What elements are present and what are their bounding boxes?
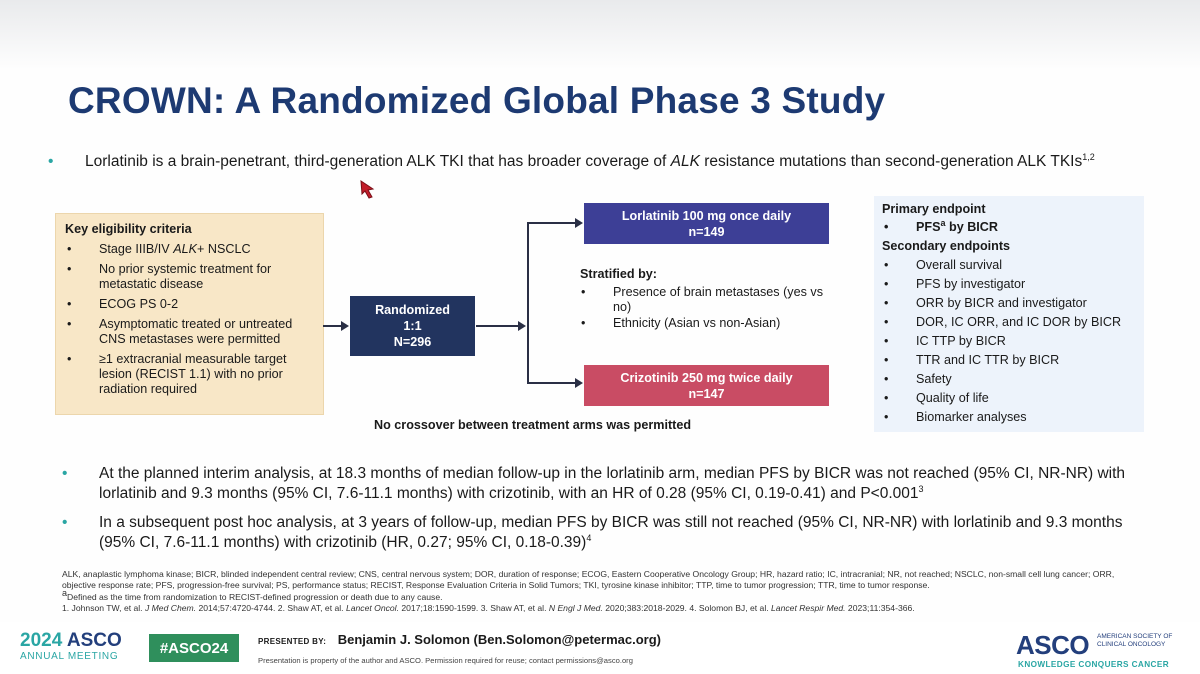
stratification-block	[580, 267, 840, 332]
intro-text: Lorlatinib is a brain-penetrant, third-generation ALK TKI that has broader coverage of ALK resistance mutations than second-generation ALK TKIs$^{1,2}$	[85, 151, 1095, 170]
secondary-endpoint-item: • PFS by investigator	[882, 277, 1144, 296]
bullet-dot: •	[62, 514, 68, 531]
secondary-endpoints-list	[882, 258, 1144, 429]
secondary-endpoint-item: • IC TTP by BICR	[882, 334, 1144, 353]
randomized-box	[350, 296, 475, 356]
randomized-n: N=296	[393, 335, 432, 349]
secondary-endpoint-item: • Quality of life	[882, 391, 1144, 410]
presented-by-label: PRESENTED BY:	[258, 637, 327, 646]
abbreviations: ALK, anaplastic lymphoma kinase; BICR, blinded independent central review; CNS, central nervous system; DOR, duration of response; ECOG, Eastern Cooperative Oncology Group; HR, hazard ratio; IC, intracranial; NR, not reached; NSCLC, non-small cell lung cancer; ORR, objective response rate; PFS, progression-free survival; PS, performance status; RECIST, Response Evaluation Criteria in Solid Tumors; TKI, tyrosine kinase inhibitor; TTP, time to tumor progression; TTR, time to tumor response.	[62, 569, 1115, 591]
randomized-label: Randomized	[375, 303, 450, 317]
slide: CROWN: A Randomized Global Phase 3 Study • Lorlatinib is a brain-penetrant, third-generation ALK TKI that has broader coverage of ALK resistance mutations than second-generation ALK TKIs$^{1,2}$ Key eligibility criteria • Stage IIIB/IV ALK+ NSCLC • No prior systemic treatment for metastatic disease • ECOG PS 0-2 • Asymptomatic treated or untreated CNS metastases were permitted • ≥1 extracranial measurable target lesion (RECIST 1.1) with no prior radiation required Randomized 1:1 N=296 Lorlatinib 100 mg once daily n=149 Stratified by: • Presence of brain metastases (yes vs no) • Ethnicity (Asian vs non-Asian) Crizotinib 250 mg twice daily n=147 No crossover between treatment arms was permitted Primary endpoint • PFS$^a$ by BICR Secondary endpoints • Overall survival • PFS by investigator • ORR by BICR and investigator • DOR, IC ORR, and IC DOR by BICR • IC TTP by BICR • TTR and IC TTR by BICR • Safety • Quality of life • Biomarker analyses • At the planned interim analysis, at 18.3 months of median follow-up in the lorlatinib arm, median PFS by BICR was not reached (95% CI, NR-NR) with lorlatinib and 9.3 months (95% CI, 7.6-11.1 months) with crizotinib, with an HR of 0.28 (95% CI, 0.19-0.41) and $P<0.001^3$ • In a subsequent post hoc analysis, at 3 years of follow-up, median PFS by BICR was still not reached (95% CI, NR-NR) with lorlatinib and 9.3 months (95% CI, 7.6-11.1 months) with crizotinib (HR, 0.27; 95% CI, 0.18-0.39)$^4$ ALK, anaplastic lymphoma kinase; BICR, blinded independent central review; CNS, central nervous system; DOR, duration of response; ECOG, Eastern Cooperative Oncology Group; HR, hazard ratio; IC, intracranial; NR, not reached; NSCLC, non-small cell lung cancer; ORR, objective response rate; PFS, progression-free survival; PS, performance status; RECIST, Response Evaluation Criteria in Solid Tumors; TKI, tyrosine kinase inhibitor; TTP, time to tumor progression; TTR, time to tumor response. $^a$Defined as the time from randomization to RECIST-defined progression or death due to any cause. 1. Johnson TW, et al. J Med Chem. 2014;57:4720-4744. 2. Shaw AT, et al. Lancet Oncol. 2017;18:1590-1599. 3. Shaw AT, et al. N Engl J Med. 2020;383:2018-2029. 4. Solomon BJ, et al. Lancet Respir Med. 2023;11:354-366. 2024 ASCO ANNUAL MEETING #ASCO24 PRESENTED BY: Benjamin J. Solomon (Ben.Solomon@petermac.org) Presentation is property of the author and ASCO. Permission required for reuse; contact permissions@asco.org ASCO AMERICAN SOCIETY OF CLINICAL ONCOLOGY KNOWLEDGE CONQUERS CANCER	[0, 0, 1200, 674]
property-note: Presentation is property of the author and ASCO. Permission required for reuse; contact permissions@asco.org	[258, 656, 633, 665]
flow-branch-bottom	[527, 382, 576, 384]
references: 1. Johnson TW, et al. J Med Chem. 2014;57:4720-4744. 2. Shaw AT, et al. Lancet Oncol. 2017;18:1590-1599. 3. Shaw AT, et al. N Engl J Med. 2020;383:2018-2029. 4. Solomon BJ, et al. Lancet Respir Med. 2023;11:354-366.	[62, 603, 915, 614]
eligibility-list	[65, 242, 317, 402]
finding-posthoc	[62, 513, 1142, 553]
footnotes	[62, 569, 1132, 615]
flow-arrow	[323, 325, 342, 327]
presenter-line	[258, 632, 661, 647]
stratification-item: • Ethnicity (Asian vs non-Asian)	[580, 316, 840, 331]
secondary-endpoint-item: • Biomarker analyses	[882, 410, 1144, 429]
secondary-endpoint-item: • Overall survival	[882, 258, 1144, 277]
secondary-endpoint-item: • DOR, IC ORR, and IC DOR by BICR	[882, 315, 1144, 334]
eligibility-item: • Stage IIIB/IV ALK+ NSCLC	[65, 242, 317, 257]
lorlatinib-arm-n: n=149	[688, 224, 725, 239]
definition-footnote: $^a$Defined as the time from randomization to RECIST-defined progression or death due to any cause.	[62, 587, 443, 602]
primary-endpoint-heading: Primary endpoint	[882, 202, 986, 216]
hashtag-badge: #ASCO24	[149, 634, 239, 662]
finding-interim-text: At the planned interim analysis, at 18.3 months of median follow-up in the lorlatinib arm, median PFS by BICR was not reached (95% CI, NR-NR) with lorlatinib and 9.3 months (95% CI, 7.6-11.1 months) with crizotinib, with an HR of 0.28 (95% CI, 0.19-0.41) and $P<0.001^3$	[99, 465, 1126, 502]
top-shade	[0, 0, 1200, 70]
annual-meeting-logo: 2024 ASCO ANNUAL MEETING	[20, 630, 122, 662]
lorlatinib-arm-label: Lorlatinib 100 mg once daily	[621, 208, 792, 223]
flow-arrow	[476, 325, 519, 327]
primary-endpoint-list	[882, 217, 1144, 239]
flow-arrowhead	[575, 218, 583, 228]
eligibility-item: • Asymptomatic treated or untreated CNS metastases were permitted	[65, 317, 317, 347]
eligibility-item: • ≥1 extracranial measurable target lesion (RECIST 1.1) with no prior radiation required	[65, 352, 317, 397]
slide-title: CROWN: A Randomized Global Phase 3 Study	[68, 80, 886, 121]
eligibility-box	[55, 213, 324, 415]
flow-arrowhead	[518, 321, 526, 331]
eligibility-heading: Key eligibility criteria	[65, 222, 192, 236]
crizotinib-arm-box	[584, 365, 829, 406]
bullet-dot: •	[62, 465, 68, 482]
endpoints-box	[874, 196, 1144, 432]
secondary-endpoint-item: • TTR and IC TTR by BICR	[882, 353, 1144, 372]
flow-branch-top	[527, 222, 576, 224]
secondary-endpoints-heading: Secondary endpoints	[882, 239, 1011, 253]
primary-endpoint-item: • PFS$^a$ by BICR	[882, 220, 1144, 239]
stratification-item: • Presence of brain metastases (yes vs no)	[580, 285, 840, 315]
crizotinib-arm-n: n=147	[688, 386, 725, 401]
stratification-list	[580, 285, 840, 331]
flow-branch-vertical	[527, 222, 529, 384]
crizotinib-arm-label: Crizotinib 250 mg twice daily	[620, 370, 793, 385]
presenter-name: Benjamin J. Solomon (Ben.Solomon@petermac.org)	[337, 632, 661, 647]
finding-posthoc-text: In a subsequent post hoc analysis, at 3 years of follow-up, median PFS by BICR was still not reached (95% CI, NR-NR) with lorlatinib and 9.3 months (95% CI, 7.6-11.1 months) with crizotinib (HR, 0.27; 95% CI, 0.18-0.39)$^4$	[99, 514, 1123, 551]
mouse-pointer-icon	[360, 180, 380, 200]
flow-arrowhead	[575, 378, 583, 388]
lorlatinib-arm-box	[584, 203, 829, 244]
eligibility-item: • ECOG PS 0-2	[65, 297, 317, 312]
stratification-heading: Stratified by:	[580, 267, 657, 281]
randomized-ratio: 1:1	[403, 319, 422, 333]
finding-interim	[62, 464, 1142, 504]
secondary-endpoint-item: • Safety	[882, 372, 1144, 391]
bullet-dot: •	[48, 153, 54, 170]
flow-arrowhead	[341, 321, 349, 331]
eligibility-item: • No prior systemic treatment for metastatic disease	[65, 262, 317, 292]
secondary-endpoint-item: • ORR by BICR and investigator	[882, 296, 1144, 315]
crossover-note: No crossover between treatment arms was permitted	[374, 418, 692, 432]
